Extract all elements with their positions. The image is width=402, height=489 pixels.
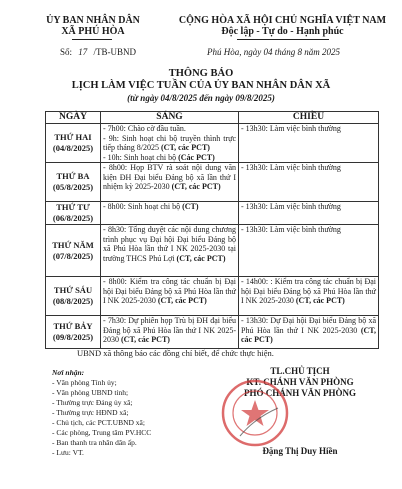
signature-line3: PHÓ CHÁNH VĂN PHÒNG — [243, 388, 357, 398]
recipient-item: - Chủ tịch, các PCT.UBND xã; — [52, 418, 145, 427]
document-number — [60, 47, 136, 57]
official-seal-icon — [220, 378, 290, 448]
issuer-underline — [72, 39, 112, 40]
day-cell — [46, 124, 101, 163]
recipient-item: - Các phòng, Trung tâm PV.HCC — [52, 428, 152, 437]
afternoon-cell — [239, 163, 379, 202]
table-row — [46, 277, 379, 316]
doc-number-prefix: Số: — [60, 47, 73, 57]
afternoon-cell — [239, 124, 379, 163]
afternoon-entry: - 13h30: Làm việc bình thường — [241, 202, 341, 212]
signature-line2: KT. CHÁNH VĂN PHÒNG — [246, 377, 354, 387]
morning-entry: - 9h: Sinh hoạt chi bộ truyền thình trực tiếp tháng 8/2025 (CT, các PCT) — [103, 133, 236, 153]
national-header — [175, 15, 390, 37]
attendees-note: (CT, các PCT) — [161, 143, 210, 153]
day-cell — [46, 316, 101, 349]
day-cell — [46, 202, 101, 225]
morning-cell — [101, 163, 239, 202]
weekday-label: THỨ SÁU — [53, 285, 93, 296]
signature-line1: TL.CHỦ TỊCH — [270, 366, 330, 376]
table-row — [46, 202, 379, 225]
afternoon-entry: - 14h00: : Kiểm tra công tác chuẩn bị Đại hội Đại biểu Đảng bộ xã Phú Hòa lần thứ I NK 2025-2030 (CT, các PCT) — [241, 277, 376, 306]
afternoon-entry: - 13h30: Làm việc bình thường — [241, 163, 341, 173]
attendees-note: (CT, các PCT) — [171, 182, 221, 192]
morning-entry: - 8h30: Tổng duyệt các nội dung chương trình phục vụ Đại hội Đại biểu Đảng bộ xã Phú Hòa lần thứ I NK 2025-2030 tại trường THCS Phú Lợi (CT, các PCT) — [103, 225, 236, 263]
notice-title-line1: THÔNG BÁO — [168, 68, 234, 79]
notice-title — [0, 68, 402, 92]
morning-entry: - 7h30: Dự phiên họp Trù bị ĐH đại biểu Đảng bộ xã Phú Hòa lần thứ I NK 2025-2030 (CT, các PCT) — [103, 316, 236, 345]
document-date: Phú Hòa, ngày 04 tháng 8 năm 2025 — [207, 47, 340, 57]
morning-cell — [101, 202, 239, 225]
table-row — [46, 124, 379, 163]
morning-cell — [101, 124, 239, 163]
table-row — [46, 225, 379, 277]
doc-number-value: 17 — [78, 47, 88, 57]
recipient-item: - Lưu: VT. — [52, 448, 84, 457]
weekday-label: THỨ BA — [56, 171, 90, 182]
morning-entry: - 8h00: Sinh hoạt chi bộ (CT) — [103, 202, 199, 212]
morning-cell — [101, 316, 239, 349]
national-motto-line2: Độc lập - Tự do - Hạnh phúc — [221, 26, 344, 37]
header-day: NGÀY — [46, 112, 101, 124]
day-date: (04/8/2025) — [52, 143, 94, 154]
motto-underline — [237, 39, 329, 40]
table-row — [46, 163, 379, 202]
afternoon-cell — [239, 316, 379, 349]
morning-entry: - 8h00: Họp BTV rà soát nội dung văn kiện ĐH Đại biểu Đảng bộ xã lần thứ I nhiệm kỳ 2025-2030 (CT, các PCT) — [103, 163, 236, 192]
weekday-label: THỨ HAI — [54, 132, 92, 143]
notice-title-line2: LỊCH LÀM VIỆC TUẦN CỦA ỦY BAN NHÂN DÂN XÃ — [71, 80, 331, 91]
day-date: (06/8/2025) — [52, 213, 94, 224]
morning-entry: - 8h00: Kiểm tra công tác chuẩn bị Đại hội Đại biểu Đảng bộ xã Phú Hòa lần thứ I NK 2025-2030 (CT, các PCT) — [103, 277, 236, 306]
weekday-label: THỨ BẢY — [53, 321, 93, 332]
afternoon-cell — [239, 225, 379, 277]
issuer-header — [18, 15, 168, 37]
morning-entry: - 7h00: Chào cờ đầu tuần. — [103, 124, 186, 134]
closing-note: UBND xã thông báo các đồng chí biết, để chức thực hiện. — [77, 348, 274, 358]
issuer-line2: XÃ PHÚ HÒA — [61, 26, 125, 37]
morning-cell — [101, 225, 239, 277]
day-date: (07/8/2025) — [52, 250, 94, 261]
recipient-item: - Ban thanh tra nhân dân ấp. — [52, 438, 137, 447]
attendees-note: (CT, các PCT) — [295, 296, 345, 306]
schedule-table — [45, 111, 379, 349]
issuer-line1: ỦY BAN NHÂN DÂN — [46, 15, 140, 26]
afternoon-cell — [239, 277, 379, 316]
recipients-list — [52, 368, 151, 458]
afternoon-entry: - 13h30: Làm việc bình thường — [241, 225, 341, 235]
day-date: (05/8/2025) — [52, 182, 94, 193]
recipient-item: - Thường trực Đảng ủy xã; — [52, 398, 133, 407]
header-afternoon: CHIỀU — [239, 112, 379, 124]
morning-entry: - 10h: Sinh hoạt chi bộ (Các PCT) — [103, 152, 215, 162]
header-morning: SÁNG — [101, 112, 239, 124]
signer-name: Đặng Thị Duy Hiền — [262, 446, 338, 456]
table-header-row — [46, 112, 379, 124]
afternoon-entry: - 13h30: Làm việc bình thường — [241, 124, 341, 134]
table-row — [46, 316, 379, 349]
afternoon-entry: - 13h30: Dự Đại hội Đại biểu Đảng bộ xã Phú Hòa lần thứ I NK 2025-2030 (CT, các PCT) — [241, 316, 376, 345]
afternoon-cell — [239, 202, 379, 225]
national-motto-line1: CỘNG HÒA XÃ HỘI CHỦ NGHĨA VIỆT NAM — [178, 15, 387, 26]
recipient-item: - Thường trực HĐND xã; — [52, 408, 129, 417]
attendees-note: (CT, các PCT) — [157, 296, 207, 306]
attendees-note: (CT) — [182, 202, 199, 212]
recipients-label: Nơi nhận: — [52, 368, 85, 377]
attendees-note: (CT, các PCT) — [241, 325, 376, 345]
day-cell — [46, 277, 101, 316]
day-cell — [46, 225, 101, 277]
day-date: (08/8/2025) — [52, 296, 94, 307]
attendees-note: (CT, các PCT) — [121, 335, 170, 345]
recipient-item: - Văn phòng UBND tỉnh; — [52, 388, 129, 397]
doc-number-suffix: /TB-UBND — [93, 47, 137, 57]
morning-cell — [101, 277, 239, 316]
day-date: (09/8/2025) — [52, 332, 94, 343]
day-cell — [46, 163, 101, 202]
attendees-note: (Các PCT) — [178, 152, 215, 162]
weekday-label: THỨ TƯ — [56, 202, 90, 213]
weekday-label: THỨ NĂM — [52, 239, 94, 250]
date-range: (từ ngày 04/8/2025 đến ngày 09/8/2025) — [127, 93, 275, 103]
recipient-item: - Văn phòng Tỉnh ủy; — [52, 378, 117, 387]
attendees-note: (CT, các PCT) — [176, 253, 226, 263]
